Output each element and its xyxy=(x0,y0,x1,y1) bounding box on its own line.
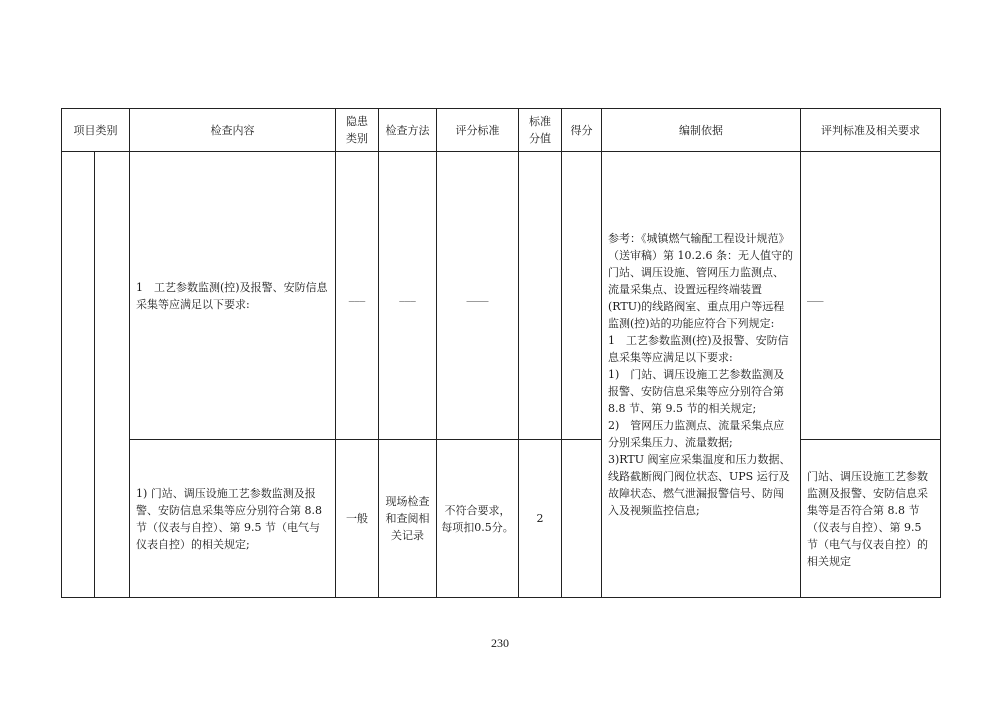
criteria-cell: 不符合要求，每项扣0.5分。 xyxy=(437,440,519,598)
hazard-type-cell: ___ xyxy=(336,152,379,440)
header-score: 得分 xyxy=(562,109,602,152)
header-hazard-type: 隐患 类别 xyxy=(336,109,379,152)
header-std-score: 标准 分值 xyxy=(519,109,562,152)
requirements-cell: ___ xyxy=(801,152,941,440)
header-requirements: 评判标准及相关要求 xyxy=(801,109,941,152)
requirements-cell: 门站、调压设施工艺参数监测及报警、安防信息采集等是否符合第 8.8 节（仪表与自控）、第 9.5 节（电气与仪表自控）的相关规定 xyxy=(801,440,941,598)
score-cell xyxy=(562,152,602,440)
hazard-type-cell: 一般 xyxy=(336,440,379,598)
basis-cell: 参考：《城镇燃气输配工程设计规范》（送审稿）第 10.2.6 条：无人值守的门站、调压设施、管网压力监测点、流量采集点、设置远程终端装置(RTU)的线路阀室、重点用户等远程监测(控)站的功能应符合下列规定: 1 工艺参数监测(控)及报警、安防信息采集等应满足以下要求: 1) 门站、调压设施工艺参数监测及报警、安防信息采集等应分别符合第 8.8 节、第 9.5 节的相关规定; 2) 管网压力监测点、流量采集点应分别采集压力、流量数据; 3)RTU 阀室应采集温度和压力数据、线路截断阀门阀位状态、UPS 运行及 故障状态、燃气泄漏报警信号、防闯入及视频监控信息; xyxy=(602,152,801,598)
score-cell xyxy=(562,440,602,598)
content-cell: 1) 门站、调压设施工艺参数监测及报警、安防信息采集等应分别符合第 8.8 节（仪表与自控）、第 9.5 节（电气与仪表自控）的相关规定; xyxy=(130,440,336,598)
header-content: 检查内容 xyxy=(130,109,336,152)
std-score-cell: 2 xyxy=(519,440,562,598)
table-row xyxy=(62,152,941,440)
header-criteria: 评分标准 xyxy=(437,109,519,152)
page-number: 230 xyxy=(491,636,509,650)
content-cell: 1 工艺参数监测(控)及报警、安防信息采集等应满足以下要求: xyxy=(130,152,336,440)
header-method: 检查方法 xyxy=(379,109,437,152)
inspection-table xyxy=(61,108,941,598)
std-score-cell xyxy=(519,152,562,440)
header-category: 项目类别 xyxy=(62,109,130,152)
method-cell: ___ xyxy=(379,152,437,440)
table-row xyxy=(62,440,941,598)
header-row xyxy=(62,109,941,152)
subcategory-cell xyxy=(95,152,130,598)
method-cell: 现场检查和查阅相关记录 xyxy=(379,440,437,598)
criteria-cell: ____ xyxy=(437,152,519,440)
header-basis: 编制依据 xyxy=(602,109,801,152)
category-cell xyxy=(62,152,95,598)
